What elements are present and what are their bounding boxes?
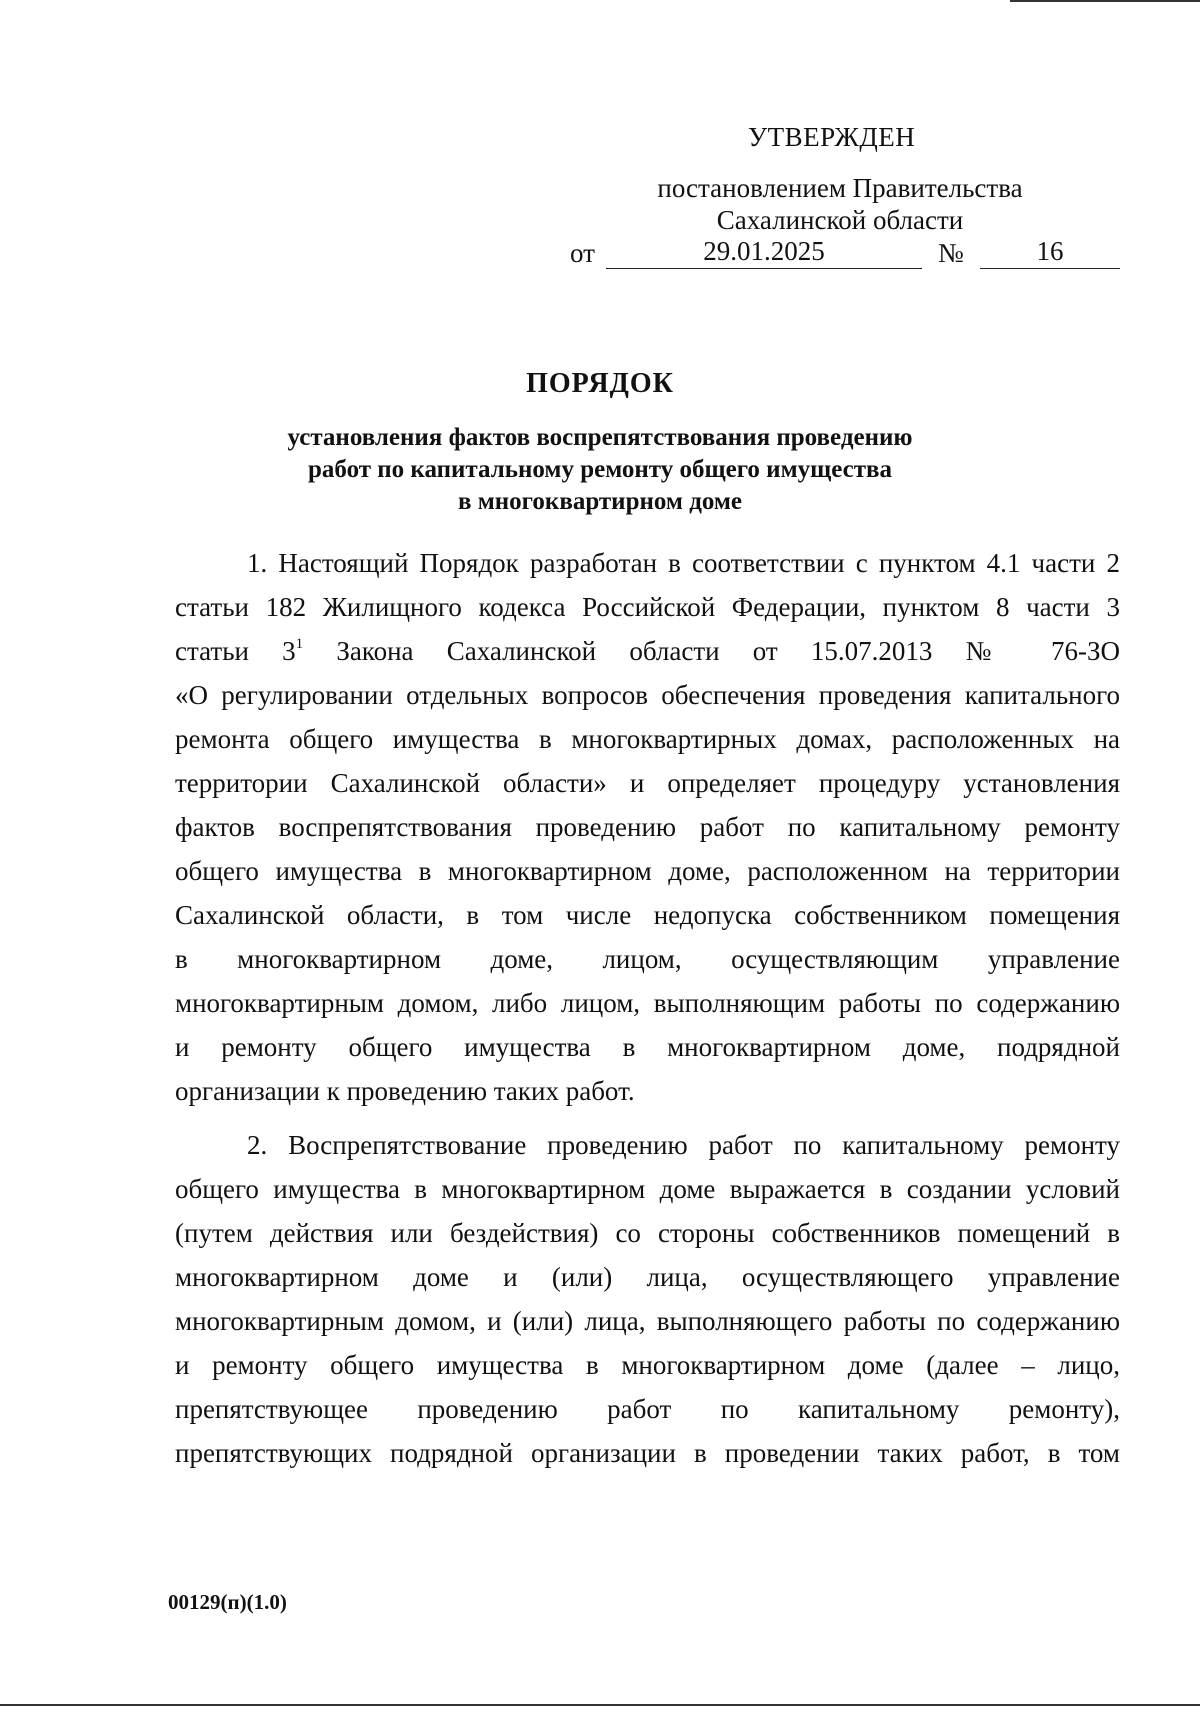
subtitle-line: установления фактов воспрепятствования проведению bbox=[287, 424, 913, 451]
approved-label: УТВЕРЖДЕН bbox=[748, 122, 916, 152]
decree-line-2: Сахалинской области bbox=[716, 205, 964, 235]
from-label: от bbox=[570, 238, 595, 268]
decree-line-1: постановлением Правительства bbox=[657, 173, 1023, 203]
decree-reference bbox=[640, 172, 1040, 236]
paragraph-1-line: «О регулировании отдельных вопросов обеспечения проведения капитального bbox=[175, 680, 1120, 710]
paragraph-2-line: общего имущества в многоквартирном доме выражается в создании условий bbox=[175, 1174, 1120, 1204]
paragraph-2-line: (путем действия или бездействия) со стороны собственников помещений в bbox=[175, 1218, 1120, 1248]
paragraph-1-line: многоквартирным домом, либо лицом, выполняющим работы по содержанию bbox=[175, 988, 1120, 1018]
paragraph-2-line: препятствующих подрядной организации в проведении таких работ, в том bbox=[175, 1438, 1120, 1468]
text-fragment: статьи 3 bbox=[175, 636, 296, 666]
decree-date: 29.01.2025 bbox=[606, 236, 922, 269]
paragraph-1-line: ремонта общего имущества в многоквартирных домах, расположенных на bbox=[175, 724, 1120, 754]
decree-date-number bbox=[570, 236, 1120, 272]
paragraph-1-line: и ремонту общего имущества в многоквартирном доме, подрядной bbox=[175, 1032, 1120, 1062]
paragraph-1-line: Сахалинской области, в том числе недопуска собственником помещения bbox=[175, 900, 1120, 930]
subtitle-line: работ по капитальному ремонту общего имущества bbox=[308, 456, 892, 483]
paragraph-1-line: общего имущества в многоквартирном доме, расположенном на территории bbox=[175, 856, 1120, 886]
text-fragment: Закона Сахалинской области от 15.07.2013 № 76-ЗО bbox=[303, 636, 1120, 666]
document-subtitle bbox=[200, 422, 1000, 518]
paragraph-1-line: фактов воспрепятствования проведению работ по капитальному ремонту bbox=[175, 812, 1120, 842]
document-title: ПОРЯДОК bbox=[526, 368, 674, 399]
paragraph-1-line: организации к проведению таких работ. bbox=[175, 1076, 635, 1106]
paragraph-2-line: многоквартирном доме и (или) лица, осуществляющего управление bbox=[175, 1262, 1120, 1292]
number-label: № bbox=[938, 238, 964, 268]
paragraph-1-line-sup bbox=[175, 636, 1120, 670]
paragraph-1-line: 1. Настоящий Порядок разработан в соответствии с пунктом 4.1 части 2 bbox=[247, 548, 1120, 578]
superscript: 1 bbox=[295, 636, 304, 652]
subtitle-line: в многоквартирном доме bbox=[458, 488, 742, 515]
scan-edge-bottom bbox=[0, 1704, 1200, 1706]
paragraph-1-line: в многоквартирном доме, лицом, осуществляющим управление bbox=[175, 944, 1120, 974]
paragraph-2-line: препятствующее проведению работ по капитальному ремонту), bbox=[175, 1394, 1120, 1424]
paragraph-2-line: 2. Воспрепятствование проведению работ по капитальному ремонту bbox=[247, 1130, 1120, 1160]
paragraph-1-line: территории Сахалинской области» и определяет процедуру установления bbox=[175, 768, 1120, 798]
decree-number: 16 bbox=[980, 236, 1120, 269]
scan-edge-top bbox=[1010, 0, 1200, 2]
document-code: 00129(п)(1.0) bbox=[168, 1590, 287, 1614]
paragraph-2-line: многоквартирным домом, и (или) лица, выполняющего работы по содержанию bbox=[175, 1306, 1120, 1336]
paragraph-1-line: статьи 182 Жилищного кодекса Российской Федерации, пунктом 8 части 3 bbox=[175, 592, 1120, 622]
paragraph-2-line: и ремонту общего имущества в многоквартирном доме (далее – лицо, bbox=[175, 1350, 1120, 1380]
